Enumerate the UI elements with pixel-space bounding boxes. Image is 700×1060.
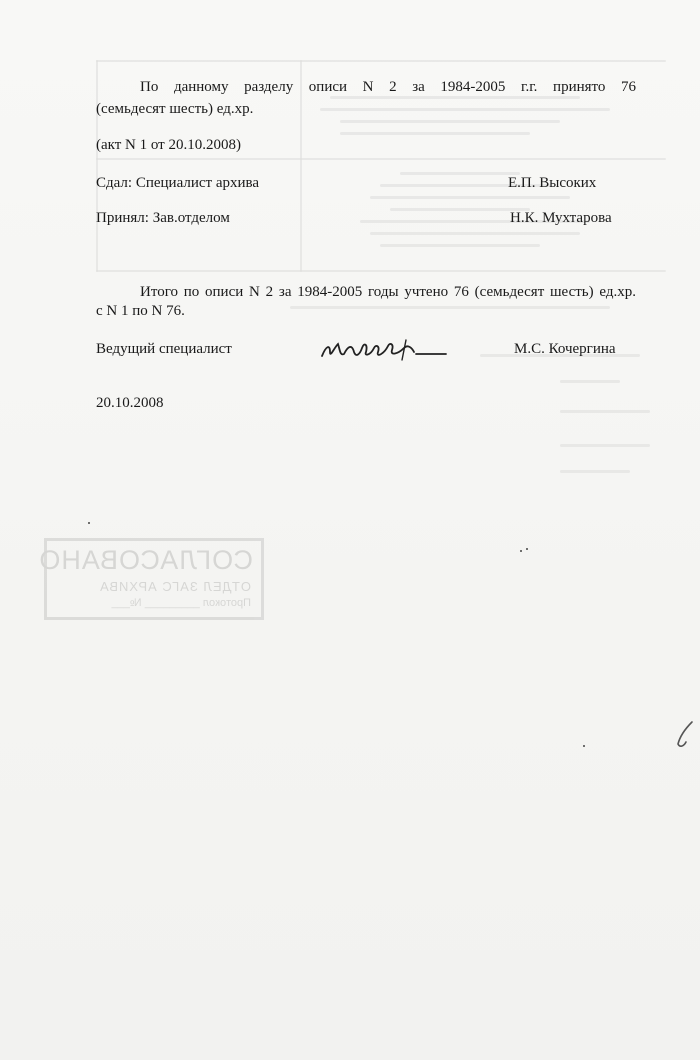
handed-over-role: Сдал: Специалист архива [96, 175, 260, 191]
speck-mark [520, 550, 522, 552]
stamp-title: СОГЛАСОВАНО [38, 545, 253, 575]
document-date: 20.10.2008 [96, 395, 164, 411]
acceptance-statement-line2: (семьдесят шесть) ед.хр. [96, 101, 254, 117]
speck-mark [526, 548, 528, 550]
speck-mark [88, 522, 90, 524]
lead-specialist-name: М.С. Кочергина [514, 341, 616, 357]
handed-over-name: Е.П. Высоких [508, 175, 597, 191]
speck-mark [583, 745, 585, 747]
total-statement-line1: Итого по описи N 2 за 1984-2005 годы учтено 76 (семьдесят шесть) ед.хр. [140, 284, 636, 300]
acceptance-statement-line1: По данному разделу описи N 2 за 1984-2005 г.г. принято 76 [140, 79, 636, 95]
accepted-name: Н.К. Мухтарова [510, 210, 612, 226]
accepted-role: Принял: Зав.отделом [96, 210, 230, 226]
act-reference: (акт N 1 от 20.10.2008) [96, 137, 241, 153]
stamp-protocol: Протокол _________ №___ [111, 597, 251, 609]
stamp-subtitle: ОТДЕЛ ЗАГС АРХИВА [99, 579, 251, 594]
lead-specialist-role: Ведущий специалист [96, 341, 232, 357]
faint-approval-stamp [38, 538, 264, 620]
handwritten-signature [318, 332, 450, 366]
total-statement-line2: с N 1 по N 76. [96, 303, 185, 319]
pen-mark [674, 718, 696, 752]
